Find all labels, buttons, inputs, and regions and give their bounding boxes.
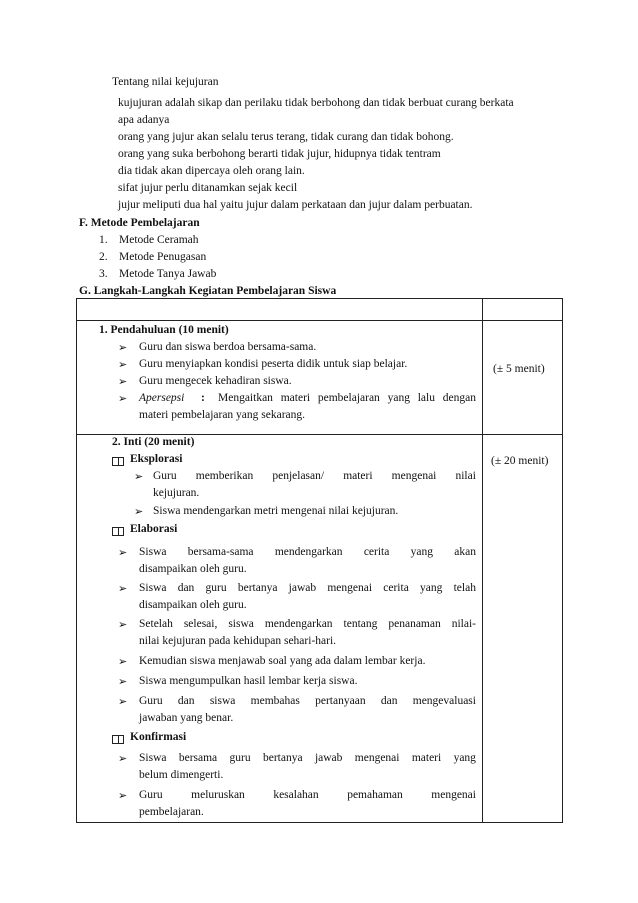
list-item-continuation: disampaikan oleh guru. [139, 599, 247, 611]
kejujuran-line: sifat jujur perlu ditanamkan sejak kecil [118, 182, 298, 194]
table-header-cell [483, 299, 563, 321]
list-item: Siswa dan guru bertanya jawab mengenai cerita yang telah [139, 582, 476, 594]
arrow-bullet-icon: ➢ [118, 583, 128, 595]
metode-item: Metode Tanya Jawab [119, 268, 217, 280]
list-item: Siswa bersama guru bertanya jawab mengenai materi yang [139, 752, 476, 764]
arrow-bullet-icon: ➢ [118, 359, 128, 371]
inti-cell [77, 435, 483, 823]
metode-heading: F. Metode Pembelajaran [79, 217, 200, 229]
list-item: Guru meluruskan kesalahan pemahaman mengenai [139, 789, 476, 801]
apersepsi-line: materi pembelajaran yang sekarang. [139, 409, 306, 421]
book-icon [112, 735, 124, 744]
arrow-bullet-icon: ➢ [118, 696, 128, 708]
arrow-bullet-icon: ➢ [118, 547, 128, 559]
metode-item-num: 2. [99, 251, 108, 263]
apersepsi-line: Mengaitkan materi pembelajaran yang lalu dengan [218, 392, 476, 404]
kejujuran-line: apa adanya [118, 114, 170, 126]
inti-title: 2. Inti (20 menit) [112, 436, 195, 448]
arrow-bullet-icon: ➢ [118, 376, 128, 388]
list-item: Guru dan siswa berdoa bersama-sama. [139, 341, 317, 353]
list-item-continuation: disampaikan oleh guru. [139, 563, 247, 575]
list-item: Guru mengecek kehadiran siswa. [139, 375, 292, 387]
kejujuran-line: orang yang jujur akan selalu terus terang, tidak curang dan tidak bohong. [118, 131, 454, 143]
time-estimate: (± 5 menit) [493, 363, 545, 375]
konfirmasi-label: Konfirmasi [130, 731, 187, 743]
arrow-bullet-icon: ➢ [118, 656, 128, 668]
metode-item-num: 3. [99, 268, 108, 280]
time-estimate: (± 20 menit) [491, 455, 549, 467]
list-item: Siswa mengumpulkan hasil lembar kerja siswa. [139, 675, 358, 687]
book-icon [112, 457, 124, 466]
apersepsi-label: Apersepsi [139, 392, 185, 404]
pendahuluan-title: 1. Pendahuluan (10 menit) [99, 324, 229, 336]
list-item: Guru dan siswa membahas pertanyaan dan mengevaluasi [139, 695, 476, 707]
list-item-continuation: belum dimengerti. [139, 769, 224, 781]
list-item: Kemudian siswa menjawab soal yang ada dalam lembar kerja. [139, 655, 426, 667]
arrow-bullet-icon: ➢ [118, 342, 128, 354]
kejujuran-line: jujur meliputi dua hal yaitu jujur dalam perkataan dan jujur dalam perbuatan. [118, 199, 473, 211]
metode-item-num: 1. [99, 234, 108, 246]
apersepsi-colon: : [201, 392, 205, 404]
arrow-bullet-icon: ➢ [118, 753, 128, 765]
book-icon [112, 527, 124, 536]
kejujuran-title: Tentang nilai kejujuran [112, 76, 219, 88]
table-row [77, 435, 563, 823]
eksplorasi-label: Eksplorasi [130, 453, 183, 465]
pendahuluan-cell [77, 321, 483, 435]
langkah-heading: G. Langkah-Langkah Kegiatan Pembelajaran Siswa [79, 285, 337, 297]
arrow-bullet-icon: ➢ [134, 471, 144, 483]
table-header-cell [77, 299, 483, 321]
time-cell [483, 435, 563, 823]
metode-item: Metode Penugasan [119, 251, 207, 263]
list-item: Siswa mendengarkan metri mengenai nilai kejujuran. [153, 505, 399, 517]
arrow-bullet-icon: ➢ [118, 393, 128, 405]
time-cell [483, 321, 563, 435]
list-item-continuation: nilai kejujuran pada kehidupan sehari-hari. [139, 635, 337, 647]
table-row [77, 321, 563, 435]
list-item-continuation: kejujuran. [153, 487, 200, 499]
arrow-bullet-icon: ➢ [118, 676, 128, 688]
list-item-continuation: jawaban yang benar. [139, 712, 234, 724]
list-item: Siswa bersama-sama mendengarkan cerita yang akan [139, 546, 476, 558]
kejujuran-line: orang yang suka berbohong berarti tidak jujur, hidupnya tidak tentram [118, 148, 441, 160]
kejujuran-line: dia tidak akan dipercaya oleh orang lain. [118, 165, 305, 177]
kejujuran-line: kujujuran adalah sikap dan perilaku tidak berbohong dan tidak berbuat curang berkata [118, 97, 514, 109]
kegiatan-table [76, 298, 563, 823]
arrow-bullet-icon: ➢ [134, 506, 144, 518]
list-item: Guru memberikan penjelasan/ materi mengenai nilai [153, 470, 476, 482]
metode-item: Metode Ceramah [119, 234, 199, 246]
list-item: Guru menyiapkan kondisi peserta didik untuk siap belajar. [139, 358, 408, 370]
arrow-bullet-icon: ➢ [118, 619, 128, 631]
table-header-row [77, 299, 563, 321]
elaborasi-label: Elaborasi [130, 523, 178, 535]
list-item-continuation: pembelajaran. [139, 806, 204, 818]
arrow-bullet-icon: ➢ [118, 790, 128, 802]
list-item: Setelah selesai, siswa mendengarkan tentang penanaman nilai- [139, 618, 476, 630]
